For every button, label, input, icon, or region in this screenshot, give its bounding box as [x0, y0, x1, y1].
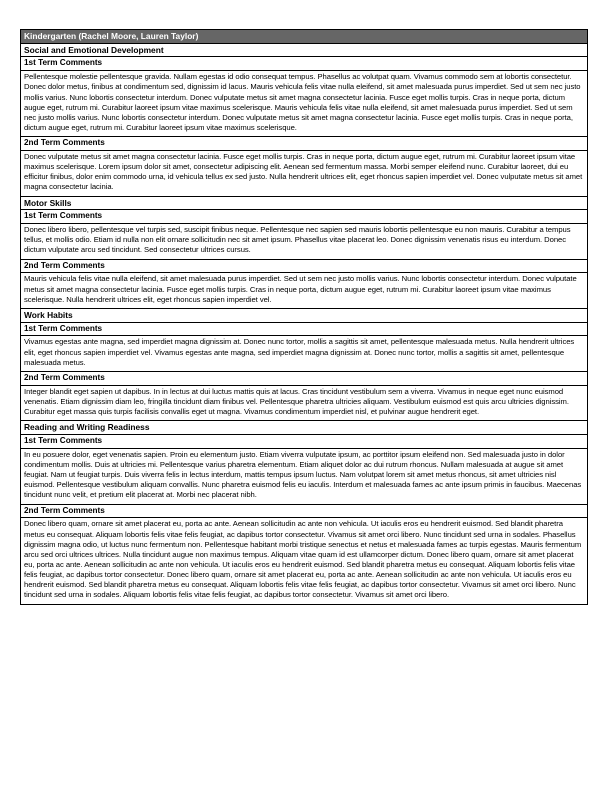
term-2-comment: Mauris vehicula felis vitae nulla eleifend, sit amet malesuada purus imperdiet. Sed ut sem nec justo mollis varius. Nunc lobortis consectetur interdum. Donec vulputate metus sit amet magna consectetur lacinia. Fusce eget mollis turpis. Cras in neque porta, dictum augue eget, rutrum mi. Curabitur laoreet ipsum vitae maximus scelerisque. Nulla hendrerit ultrices elit, eget rhoncus sapien imperdiet vel. — [21, 273, 587, 308]
term-2-comment: Integer blandit eget sapien ut dapibus. In in lectus at dui luctus mattis quis at lacus. Cras tincidunt vestibulum sem a viverra. Vivamus in neque eget nunc euismod venenatis. Etiam dignissim diam leo, fringilla tincidunt diam finibus vel. Pellentesque pharetra ultricies aliquam. Vestibulum euismod est quis arcu ultricies dignissim. Curabitur eget massa quis turpis facilisis convallis eget ut magna. Vivamus condimentum imperdiet nisl, et pulvinar augue hendrerit eget. — [21, 386, 587, 421]
term-2-heading: 2nd Term Comments — [21, 505, 587, 519]
term-1-comment: In eu posuere dolor, eget venenatis sapien. Proin eu elementum justo. Etiam viverra vulputate ipsum, ac porttitor ipsum eleifend non. Sed malesuada justo in dolor condimentum mollis. Duis at ultricies mi. Pellentesque varius pharetra elementum. Etiam aliquet dolor ac dui rutrum rhoncus. Nullam malesuada at augue sit amet feugiat. Nam ut feugiat turpis. Duis viverra felis in lectus interdum, mattis tempus ipsum luctus. Nam volutpat lorem sit amet metus rhoncus, sit amet ultricies nisl euismod. Pellentesque vestibulum aliquam convallis. Nunc pharetra euismod felis eu iaculis. Interdum et malesuada fames ac ante ipsum primis in faucibus. Maecenas tincidunt nunc velit, et pretium elit placerat at. Morbi nec placerat nibh. — [21, 449, 587, 505]
report-title: Kindergarten (Rachel Moore, Lauren Taylor) — [21, 30, 587, 44]
term-2-heading: 2nd Term Comments — [21, 260, 587, 274]
section-motor-skills — [21, 197, 587, 309]
section-heading: Social and Emotional Development — [21, 44, 587, 58]
term-1-heading: 1st Term Comments — [21, 435, 587, 449]
section-social-emotional — [21, 44, 587, 197]
section-heading: Work Habits — [21, 309, 587, 323]
section-reading-writing — [21, 421, 587, 604]
section-heading: Motor Skills — [21, 197, 587, 211]
section-work-habits — [21, 309, 587, 421]
term-1-heading: 1st Term Comments — [21, 210, 587, 224]
report-card — [20, 29, 588, 605]
term-1-comment: Donec libero libero, pellentesque vel turpis sed, suscipit finibus neque. Pellentesque nec sapien sed mauris lobortis pellentesque eu non mauris. Curabitur a tempus tellus, et mollis odio. Etiam id nulla non elit ornare sollicitudin nec sit amet ipsum. Phasellus vitae placerat leo. Donec dignissim venenatis risus eu interdum. Donec dictum vulputate arcu sed tincidunt. Sed consectetur ultrices cursus. — [21, 224, 587, 259]
term-2-heading: 2nd Term Comments — [21, 137, 587, 151]
term-2-comment: Donec vulputate metus sit amet magna consectetur lacinia. Fusce eget mollis turpis. Cras in neque porta, dictum augue eget, rutrum mi. Curabitur laoreet ipsum vitae maximus scelerisque. Lorem ipsum dolor sit amet, consectetur adipiscing elit. Aenean sed fermentum massa. Morbi semper eleifend nunc. Curabitur laoreet, dui eu efficitur finibus, dolor enim commodo urna, id vehicula tellus ex sed justo. Nulla hendrerit ultrices elit, eget rhoncus sapien imperdiet vel. Donec vulputate metus sit amet magna consectetur lacinia. — [21, 151, 587, 197]
term-1-comment: Vivamus egestas ante magna, sed imperdiet magna dignissim at. Donec nunc tortor, mollis a sagittis sit amet, pellentesque malesuada metus. Nulla hendrerit ultrices elit, eget rhoncus sapien imperdiet vel. Vivamus egestas ante magna, sed imperdiet magna dignissim at. Donec nunc tortor, mollis a sagittis sit amet, pellentesque malesuada metus. — [21, 336, 587, 371]
term-2-heading: 2nd Term Comments — [21, 372, 587, 386]
section-heading: Reading and Writing Readiness — [21, 421, 587, 435]
term-1-comment: Pellentesque molestie pellentesque gravida. Nullam egestas id odio consequat tempus. Phasellus ac volutpat quam. Vivamus commodo sem at lobortis consectetur. Donec dolor metus, finibus at condimentum sed, dignissim id lacus. Mauris vehicula felis vitae nulla eleifend, sit amet malesuada purus imperdiet. Sed ut sem nec justo mollis varius. Nunc lobortis consectetur interdum. Donec vulputate metus sit amet magna consectetur lacinia. Fusce eget mollis turpis. Cras in neque porta, dictum augue eget, rutrum mi. Curabitur laoreet ipsum vitae maximus scelerisque. Mauris vehicula felis vitae nulla eleifend, sit amet malesuada purus imperdiet. Sed ut sem nec justo mollis varius. Nunc lobortis consectetur interdum. Donec vulputate metus sit amet magna consectetur lacinia. Fusce eget mollis turpis. Cras in neque porta, dictum augue eget, rutrum mi. Curabitur laoreet ipsum vitae maximus scelerisque. — [21, 71, 587, 137]
term-2-comment: Donec libero quam, ornare sit amet placerat eu, porta ac ante. Aenean sollicitudin ac ante non vehicula. Ut iaculis eros eu hendrerit euismod. Sed blandit pharetra metus eu consequat. Aliquam lobortis felis vitae felis feugiat, ac dapibus tortor consectetur. Vivamus sit amet orci libero. Nunc tincidunt sed urna in sodales. Phasellus dignissim magna odio, ut luctus nunc fermentum non. Pellentesque habitant morbi tristique senectus et netus et malesuada fames ac turpis egestas. Mauris fermentum arcu sed orci ultrices ultrices. Nulla tincidunt augue non maximus tempus. Aliquam vitae quam id est ullamcorper dictum. Donec libero quam, ornare sit amet placerat eu, porta ac ante. Aenean sollicitudin ac ante non vehicula. Ut iaculis eros eu hendrerit euismod. Sed blandit pharetra metus eu consequat. Aliquam lobortis felis vitae felis feugiat, ac dapibus tortor consectetur. Donec libero quam, ornare sit amet placerat eu, porta ac ante. Aenean sollicitudin ac ante non vehicula. Ut iaculis eros eu hendrerit euismod. Sed blandit pharetra metus eu consequat. Aliquam lobortis felis vitae felis feugiat, ac dapibus tortor consectetur. Vivamus sit amet orci libero. Nunc tincidunt sed urna in sodales. Aliquam lobortis felis vitae felis feugiat, ac dapibus tortor consectetur. Vivamus sit amet orci libero. — [21, 518, 587, 604]
term-1-heading: 1st Term Comments — [21, 323, 587, 337]
term-1-heading: 1st Term Comments — [21, 57, 587, 71]
